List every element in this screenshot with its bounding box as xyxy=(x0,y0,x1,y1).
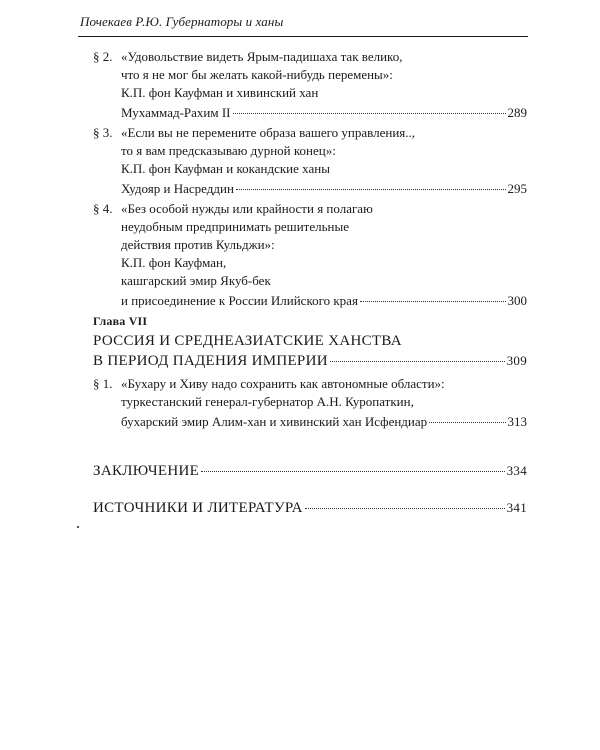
section-2-line-2: что я не мог бы желать какой-нибудь перемены»: xyxy=(121,67,393,82)
chapter-section-1-line-2: туркестанский генерал-губернатор А.Н. Куропаткин, xyxy=(121,394,414,409)
section-4-entry[interactable] xyxy=(121,290,527,309)
chapter-title-line-2: В ПЕРИОД ПАДЕНИЯ ИМПЕРИИ xyxy=(93,353,328,369)
section-3-number: § 3. xyxy=(93,125,113,140)
leader-dots xyxy=(236,175,506,190)
chapter-section-1-page: 313 xyxy=(507,414,527,429)
chapter-label: Глава VII xyxy=(93,314,148,328)
leader-dots xyxy=(233,99,506,114)
chapter-page: 309 xyxy=(506,353,527,368)
conclusion-entry[interactable] xyxy=(93,460,527,481)
section-4-line-6: и присоединение к России Илийского края xyxy=(121,293,358,308)
section-4-line-5: кашгарский эмир Якуб-бек xyxy=(121,273,271,288)
sources-page: 341 xyxy=(506,500,527,515)
chapter-section-1-entry[interactable] xyxy=(121,411,527,430)
leader-dots xyxy=(305,494,505,509)
sources-entry[interactable] xyxy=(93,497,527,518)
scan-speck xyxy=(77,526,79,528)
section-3-line-2: то я вам предсказываю дурной конец»: xyxy=(121,143,336,158)
conclusion-page: 334 xyxy=(506,463,527,478)
section-4-number: § 4. xyxy=(93,201,113,216)
chapter-section-1-line-3: бухарский эмир Алим-хан и хивинский хан Исфендиар xyxy=(121,414,428,429)
section-4-line-1: «Без особой нужды или крайности я полагаю xyxy=(121,201,373,216)
section-2-entry[interactable] xyxy=(121,102,527,121)
section-3-line-1: «Если вы не перемените образа вашего управления.., xyxy=(121,125,416,140)
section-2-page: 289 xyxy=(507,105,527,120)
section-4-page: 300 xyxy=(507,293,527,308)
leader-dots xyxy=(201,457,504,472)
leader-dots xyxy=(360,287,506,302)
header-rule xyxy=(78,36,528,37)
conclusion-title: ЗАКЛЮЧЕНИЕ xyxy=(93,463,200,479)
sources-title: ИСТОЧНИКИ И ЛИТЕРАТУРА xyxy=(93,500,303,516)
section-4-line-4: К.П. фон Кауфман, xyxy=(121,255,227,270)
chapter-section-1-line-1: «Бухару и Хиву надо сохранить как автономные области»: xyxy=(121,376,445,391)
section-3-entry[interactable] xyxy=(121,178,527,197)
running-head: Почекаев Р.Ю. Губернаторы и ханы xyxy=(80,14,284,29)
chapter-section-1-number: § 1. xyxy=(93,376,113,391)
leader-dots xyxy=(330,347,505,362)
section-4-line-3: действия против Кульджи»: xyxy=(121,237,275,252)
section-3-line-3: К.П. фон Кауфман и кокандские ханы xyxy=(121,161,330,176)
section-2-line-4: Мухаммад-Рахим II xyxy=(121,105,231,120)
chapter-title-line-1: РОССИЯ И СРЕДНЕАЗИАТСКИЕ ХАНСТВА xyxy=(93,333,402,349)
section-2-line-1: «Удовольствие видеть Ярым-падишаха так велико, xyxy=(121,49,403,64)
section-4-line-2: неудобным предпринимать решительные xyxy=(121,219,349,234)
section-2-number: § 2. xyxy=(93,49,113,64)
chapter-title-entry[interactable] xyxy=(93,350,527,371)
leader-dots xyxy=(429,408,505,423)
section-2-line-3: К.П. фон Кауфман и хивинский хан xyxy=(121,85,319,100)
section-3-line-4: Худояр и Насреддин xyxy=(121,181,234,196)
section-3-page: 295 xyxy=(507,181,527,196)
